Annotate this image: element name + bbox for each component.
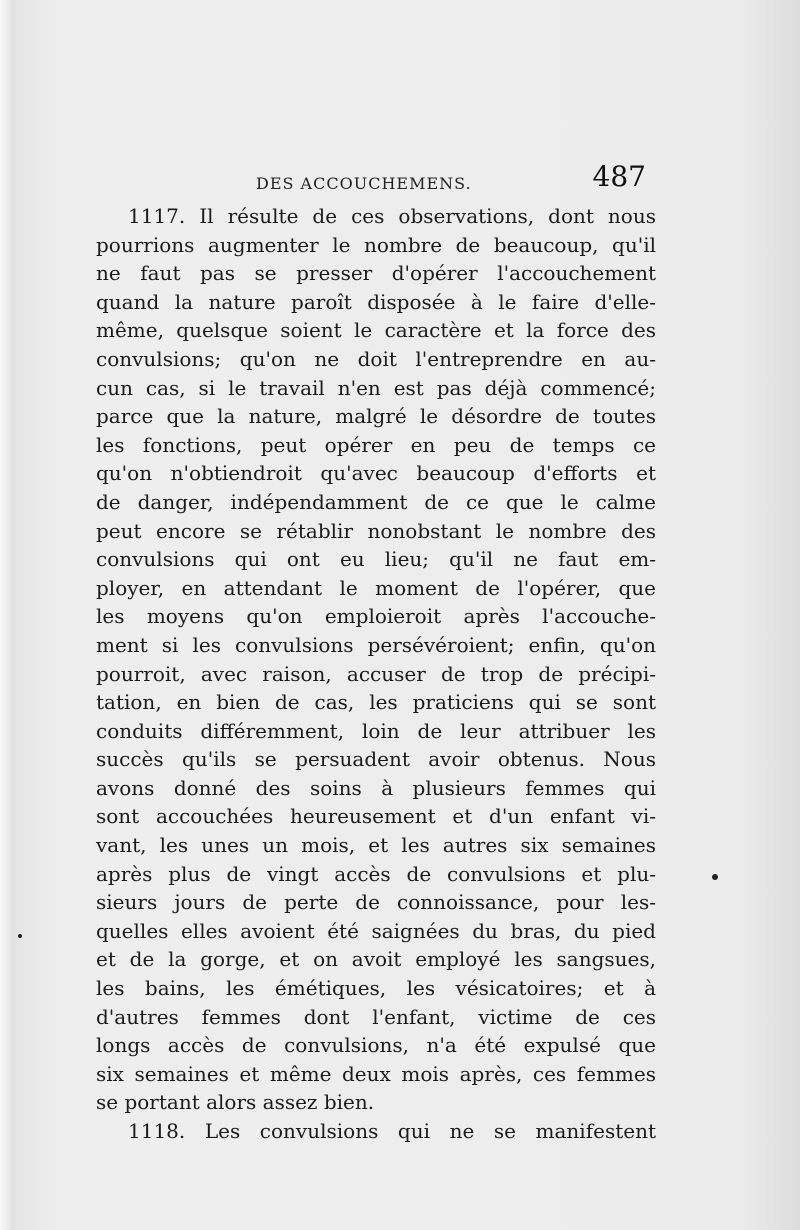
text-line: peut encore se rétablir nonobstant le nombre des [96,518,656,543]
text-line: pourrions augmenter le nombre de beaucoup, qu'il [96,232,656,257]
text-line: ment si les convulsions persévéroient; enfin, qu'on [96,632,656,657]
text-line: et de la gorge, et on avoit employé les sangsues, [96,947,656,972]
text-line: pourroit, avec raison, accuser de trop de précipi- [96,661,656,686]
page-header [96,160,656,200]
text-line: ployer, en attendant le moment de l'opérer, que [96,575,656,600]
text-line: sont accouchées heureusement et d'un enfant vi- [96,804,656,829]
text-line: cun cas, si le travail n'en est pas déjà commencé; [96,375,656,400]
text-line: ne faut pas se presser d'opérer l'accouchement [96,261,656,286]
text-line: quand la nature paroît disposée à le faire d'elle- [96,289,656,314]
text-line: tation, en bien de cas, les praticiens qui se sont [96,690,656,715]
text-line: 1118. Les convulsions qui ne se manifestent [128,1119,656,1143]
running-title: DES ACCOUCHEMENS. [256,174,472,193]
text-line: d'autres femmes dont l'enfant, victime de ces [96,1004,656,1029]
text-line: longs accès de convulsions, n'a été expulsé que [96,1033,656,1058]
text-line: 1117. Il résulte de ces observations, dont nous [128,204,656,228]
text-line: même, quelsque soient le caractère et la force des [96,318,656,343]
text-line: six semaines et même deux mois après, ces femmes [96,1061,656,1086]
body-text [96,202,656,1146]
text-line: succès qu'ils se persuadent avoir obtenus. Nous [96,747,656,772]
ink-speck [712,874,718,880]
text-line: convulsions; qu'on ne doit l'entreprendre en au- [96,346,656,371]
text-line: avons donné des soins à plusieurs femmes qui [96,775,656,800]
ink-speck [18,934,22,938]
text-line: sieurs jours de perte de connoissance, pour les- [96,890,656,915]
text-line: vant, les unes un mois, et les autres six semaines [96,833,656,858]
text-line: les bains, les émétiques, les vésicatoires; et à [96,976,656,1001]
text-line: les fonctions, peut opérer en peu de temps ce [96,432,656,457]
text-line: de danger, indépendamment de ce que le calme [96,489,656,514]
text-line: parce que la nature, malgré le désordre de toutes [96,404,656,429]
text-line: quelles elles avoient été saignées du bras, du pied [96,918,656,943]
text-line: les moyens qu'on emploieroit après l'accouche- [96,604,656,629]
text-line: qu'on n'obtiendroit qu'avec beaucoup d'efforts et [96,461,656,486]
page-gutter [0,0,14,1230]
text-line: après plus de vingt accès de convulsions et plu- [96,861,656,886]
text-line: se portant alors assez bien. [96,1090,375,1115]
text-line: convulsions qui ont eu lieu; qu'il ne faut em- [96,547,656,572]
text-line: conduits différemment, loin de leur attribuer les [96,718,656,743]
page-number: 487 [592,160,646,193]
